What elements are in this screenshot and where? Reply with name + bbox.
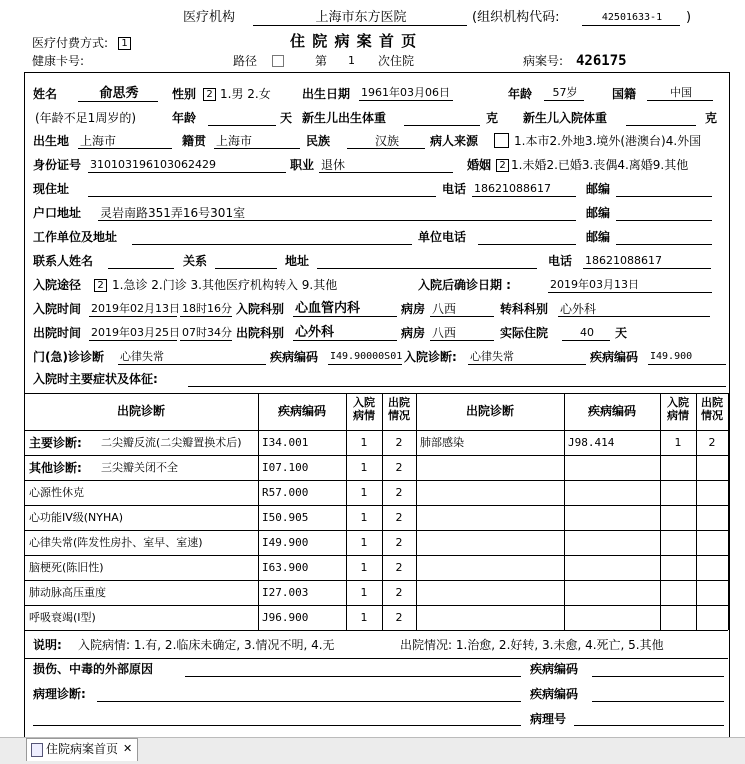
table-top-line	[24, 393, 728, 394]
in-code-label: 疾病编码	[590, 350, 639, 364]
zip3-label: 邮编	[586, 230, 611, 244]
diagnosis-prefix: 其他诊断:	[29, 461, 82, 475]
injury-code-field[interactable]	[592, 662, 724, 677]
pathway-checkbox[interactable]	[272, 55, 284, 67]
header-out-a-right: 出院	[701, 396, 723, 409]
infant-day-unit: 天	[280, 111, 293, 125]
in-condition[interactable]: 1	[360, 561, 368, 574]
work-phone-label: 单位电话	[418, 230, 467, 244]
id-label: 身份证号	[33, 158, 82, 172]
header-in-b-left: 病情	[353, 409, 375, 422]
in-condition[interactable]: 1	[360, 586, 368, 599]
pathology-no-label: 病理号	[530, 712, 567, 726]
contact-phone-label: 电话	[548, 254, 573, 268]
zip-field[interactable]	[616, 182, 712, 197]
opd-label: 门(急)诊诊断	[33, 350, 104, 364]
header-in-a-right: 入院	[667, 396, 689, 409]
pathology-label: 病理诊断:	[33, 687, 86, 701]
pathology-field-2[interactable]	[33, 711, 521, 726]
diagnosis-code[interactable]: I50.905	[262, 511, 309, 524]
source-options: 1.本市2.外地3.境外(港澳台)4.外国	[514, 134, 702, 148]
in-condition[interactable]: 1	[360, 536, 368, 549]
stay-unit: 天	[615, 326, 628, 340]
diagnosis-name[interactable]: 肺动脉高压重度	[29, 586, 106, 599]
table-row-line	[24, 605, 728, 606]
route-options: 1.急诊 2.门诊 3.其他医疗机构转入 9.其他	[112, 278, 338, 292]
table-row-line	[24, 555, 728, 556]
marriage-options: 1.未婚2.已婚3.丧偶4.离婚9.其他	[511, 158, 689, 172]
out-dept-label: 出院科别	[236, 326, 285, 340]
dob-label: 出生日期	[302, 87, 351, 101]
opd-diag: 心律失常	[118, 350, 266, 365]
out-condition[interactable]: 2	[395, 511, 403, 524]
work-phone-field[interactable]	[478, 230, 576, 245]
header-diagnosis-right: 出院诊断	[465, 404, 514, 418]
table-row-line	[24, 580, 728, 581]
header-diagnosis-left: 出院诊断	[116, 404, 165, 418]
ethnic-label: 民族	[306, 134, 331, 148]
infant-age-label: 年龄	[172, 111, 197, 125]
in-date: 2019年02月13日	[91, 302, 180, 315]
header-code-left: 疾病编码	[277, 404, 326, 418]
table-row-line	[24, 530, 728, 531]
ward2-label: 病房	[401, 326, 426, 340]
diagnosis-code[interactable]: I49.900	[262, 536, 309, 549]
age-label: 年龄	[508, 87, 533, 101]
relation-field[interactable]	[215, 254, 277, 269]
work-field[interactable]	[132, 230, 412, 245]
in-diag-label: 入院诊断:	[404, 350, 457, 364]
pathology-no-field[interactable]	[574, 711, 724, 726]
in-condition[interactable]: 1	[360, 486, 368, 499]
dob-value: 1961年03月06日	[359, 86, 453, 101]
contact-phone-value: 18621088617	[583, 254, 711, 269]
name-label: 姓名	[33, 87, 58, 101]
nationality-label: 国籍	[612, 87, 637, 101]
birth-weight-field[interactable]	[404, 111, 480, 126]
header-out-b-left: 情况	[388, 409, 410, 422]
source-label: 病人来源	[430, 134, 479, 148]
gram-unit-1: 克	[486, 111, 499, 125]
opd-code: I49.90000S01	[328, 350, 402, 365]
opd-code-label: 疾病编码	[270, 350, 319, 364]
table-col-line	[660, 393, 661, 630]
symptom-label: 入院时主要症状及体征:	[33, 372, 158, 386]
diagnosis-name[interactable]: 心功能IV级(NYHA)	[29, 511, 124, 524]
transfer-label: 转科科别	[500, 302, 549, 316]
table-head-line	[24, 430, 728, 431]
ethnic-value: 汉族	[347, 134, 425, 149]
pathology-code-label: 疾病编码	[530, 687, 579, 701]
out-condition[interactable]: 2	[395, 611, 403, 624]
address-label: 现住址	[33, 182, 70, 196]
health-card-label: 健康卡号:	[32, 54, 85, 68]
table-col-line	[728, 393, 729, 630]
nth-value: 1	[348, 54, 355, 67]
in-diag: 心律失常	[468, 350, 586, 365]
table-col-line	[24, 393, 25, 630]
case-no-label: 病案号:	[523, 54, 564, 68]
table-col-line	[696, 393, 697, 630]
out-condition[interactable]: 2	[395, 536, 403, 549]
diagnosis-code[interactable]: I07.100	[262, 461, 309, 474]
work-label: 工作单位及地址	[33, 230, 118, 244]
out-condition[interactable]: 2	[395, 486, 403, 499]
in-hour: 18时16分	[182, 302, 232, 315]
out-condition[interactable]: 2	[395, 561, 403, 574]
native-label: 籍贯	[182, 134, 207, 148]
phone-label: 电话	[442, 182, 467, 196]
diagnosis-code[interactable]: I34.001	[262, 436, 309, 449]
job-label: 职业	[290, 158, 315, 172]
sex-label: 性别	[172, 87, 197, 101]
diagnosis-code[interactable]: R57.000	[262, 486, 309, 499]
diagnosis-prefix: 主要诊断:	[29, 436, 82, 450]
in-time-label: 入院时间	[33, 302, 82, 316]
injury-label: 损伤、中毒的外部原因	[33, 662, 154, 676]
diagnosis-name[interactable]: 三尖瓣关闭不全	[101, 461, 178, 474]
out-date: 2019年03月25日	[91, 326, 180, 339]
out-condition[interactable]: 2	[395, 436, 403, 449]
in-condition[interactable]: 1	[360, 436, 368, 449]
tab-case-front-page[interactable]	[26, 738, 138, 761]
in-condition[interactable]: 1	[360, 461, 368, 474]
relation-label: 关系	[183, 254, 208, 268]
hukou-label: 户口地址	[33, 206, 82, 220]
diagnosis-name[interactable]: 脑梗死(陈旧性)	[29, 561, 104, 574]
diagnosis-name[interactable]: 呼吸衰竭(I型)	[29, 611, 96, 624]
address-field[interactable]	[88, 182, 436, 197]
payment-box[interactable]: 1	[118, 37, 131, 50]
injury-code-label: 疾病编码	[530, 662, 579, 676]
sex-box[interactable]: 2	[203, 88, 216, 101]
in-condition-right[interactable]: 1	[674, 436, 682, 449]
header-code-right: 疾病编码	[587, 404, 636, 418]
table-col-line	[564, 393, 565, 630]
contact-label: 联系人姓名	[33, 254, 94, 268]
in-dept-label: 入院科别	[236, 302, 285, 316]
diagnosis-code[interactable]: I27.003	[262, 586, 309, 599]
zip3-field[interactable]	[616, 230, 712, 245]
birth-weight-label: 新生儿出生体重	[302, 111, 387, 125]
note-label: 说明:	[33, 638, 62, 652]
age-value: 57岁	[544, 86, 584, 101]
diagnosis-name-right[interactable]: 肺部感染	[420, 436, 464, 449]
infant-age-field[interactable]	[208, 111, 276, 126]
out-condition[interactable]: 2	[395, 586, 403, 599]
table-row-line	[24, 480, 728, 481]
diagnosis-name[interactable]: 心源性休克	[29, 486, 84, 499]
stay-label: 实际住院	[500, 326, 549, 340]
diagnosis-name[interactable]: 心律失常(阵发性房扑、室早、室速)	[29, 536, 203, 549]
ward-label: 病房	[401, 302, 426, 316]
phone-value: 18621088617	[472, 182, 576, 197]
name-value: 俞思秀	[78, 87, 158, 102]
birthplace-value: 上海市	[78, 134, 172, 149]
hukou-value: 灵岩南路351弄16号301室	[98, 206, 576, 221]
zip2-label: 邮编	[586, 206, 611, 220]
out-hour: 07时34分	[182, 326, 232, 339]
route-box[interactable]: 2	[94, 279, 107, 292]
zip2-field[interactable]	[616, 206, 712, 221]
source-box[interactable]	[494, 133, 509, 148]
note-in-condition: 入院病情: 1.有, 2.临床未确定, 3.情况不明, 4.无	[78, 638, 335, 652]
payment-label: 医疗付费方式:	[32, 36, 109, 50]
pathology-field[interactable]	[97, 687, 521, 702]
nth-suffix: 次住院	[378, 54, 415, 68]
in-dept: 心血管内科	[293, 302, 397, 317]
table-row-line	[24, 455, 728, 456]
symptom-field[interactable]	[188, 372, 726, 387]
id-value: 310103196103062429	[88, 158, 286, 173]
header-out-a-left: 出院	[388, 396, 410, 409]
nationality-value: 中国	[647, 86, 713, 101]
pathway-label: 路径	[233, 54, 258, 68]
marriage-box[interactable]: 2	[496, 159, 509, 172]
stay-value: 40	[562, 326, 610, 341]
org-code-close: )	[686, 10, 692, 25]
note-bottom-line	[24, 658, 728, 659]
table-col-line	[416, 393, 417, 630]
header-out-b-right: 情况	[701, 409, 723, 422]
contact-addr-label: 地址	[285, 254, 310, 268]
out-time-label: 出院时间	[33, 326, 82, 340]
ward2-value: 八西	[430, 326, 494, 341]
injury-field[interactable]	[185, 662, 521, 677]
note-out-condition: 出院情况: 1.治愈, 2.好转, 3.未愈, 4.死亡, 5.其他	[400, 638, 664, 652]
sex-options: 1.男 2.女	[220, 87, 271, 101]
native-value: 上海市	[214, 134, 300, 149]
case-no: 426175	[576, 53, 627, 69]
admit-weight-field[interactable]	[626, 111, 696, 126]
org-code-label: (组织机构代码:	[472, 10, 560, 25]
admit-weight-label: 新生儿入院体重	[523, 111, 608, 125]
org-code: 42501633-1	[582, 11, 680, 26]
header-in-a-left: 入院	[353, 396, 375, 409]
pathology-code-field[interactable]	[592, 687, 724, 702]
table-row-line	[24, 630, 728, 631]
confirm-label: 入院后确诊日期 :	[418, 278, 511, 292]
tab-close-icon[interactable]: ✕	[123, 742, 133, 755]
out-dept: 心外科	[293, 326, 397, 341]
zip-label: 邮编	[586, 182, 611, 196]
contact-addr-field[interactable]	[317, 254, 537, 269]
document-icon	[31, 743, 43, 757]
page-title: 住 院 病 案 首 页	[290, 32, 418, 50]
table-row-line	[24, 505, 728, 506]
institution-name: 上海市东方医院	[253, 11, 467, 26]
confirm-date: 2019年03月13日	[548, 278, 712, 293]
gram-unit-2: 克	[705, 111, 718, 125]
nth-prefix: 第	[315, 54, 328, 68]
in-condition[interactable]: 1	[360, 611, 368, 624]
contact-field[interactable]	[108, 254, 174, 269]
in-code: I49.900	[648, 350, 726, 365]
route-label: 入院途径	[33, 278, 82, 292]
table-col-line	[258, 393, 259, 630]
out-condition-right[interactable]: 2	[708, 436, 716, 449]
institution-label: 医疗机构	[183, 10, 236, 25]
job-value: 退休	[319, 158, 453, 173]
header-in-b-right: 病情	[667, 409, 689, 422]
out-condition[interactable]: 2	[395, 461, 403, 474]
ward-value: 八西	[430, 302, 494, 317]
marriage-label: 婚姻	[467, 158, 492, 172]
tab-label: 住院病案首页	[46, 742, 119, 756]
diagnosis-code-right[interactable]: J98.414	[568, 436, 615, 449]
in-condition[interactable]: 1	[360, 511, 368, 524]
transfer-value: 心外科	[558, 302, 710, 317]
diagnosis-code[interactable]: J96.900	[262, 611, 309, 624]
birthplace-label: 出生地	[33, 134, 70, 148]
diagnosis-name[interactable]: 二尖瓣反流(二尖瓣置换术后)	[101, 436, 242, 449]
infant-note: (年龄不足1周岁的)	[35, 111, 136, 125]
diagnosis-code[interactable]: I63.900	[262, 561, 309, 574]
